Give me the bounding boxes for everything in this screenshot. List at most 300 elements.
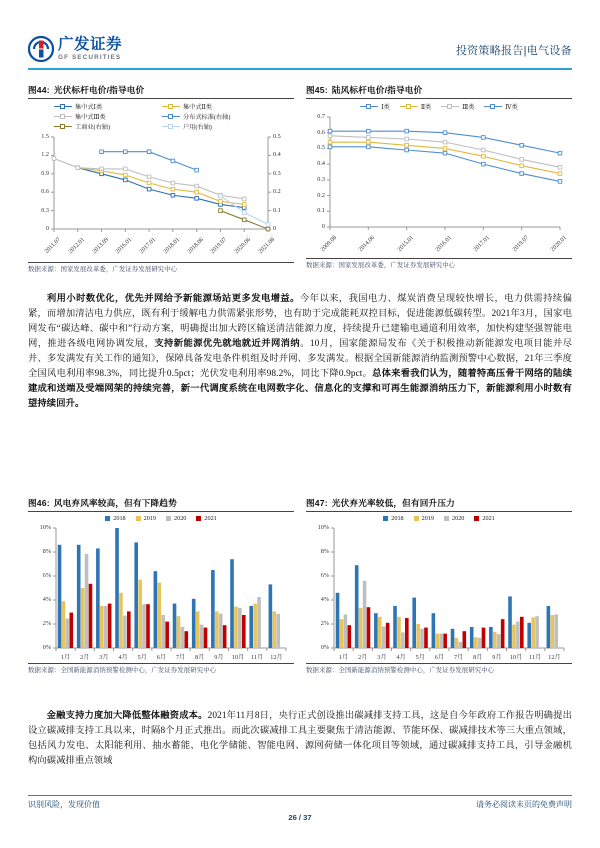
- y-axis-tick-label: 0.3: [317, 175, 325, 183]
- x-axis-tick-label: 6月: [156, 654, 167, 661]
- figure-46-title: [28, 497, 294, 511]
- legend-marker: [162, 106, 180, 108]
- chart-bar: [340, 619, 344, 648]
- figure-44-caption: 光伏标杆电价/指导电价: [53, 85, 145, 95]
- chart-marker: [367, 140, 371, 144]
- chart-bar: [443, 634, 447, 648]
- chart-legend: [28, 99, 294, 133]
- chart-bar: [355, 565, 359, 648]
- y-axis-tick-label: 1.5: [41, 133, 49, 140]
- legend-item: [441, 102, 474, 111]
- chart-marker: [558, 165, 562, 169]
- chart-bar: [420, 629, 424, 648]
- chart-marker: [443, 147, 447, 151]
- chart-bar: [547, 606, 551, 648]
- chart-marker: [171, 181, 175, 185]
- x-axis-tick-label: 2009.08: [319, 234, 339, 254]
- chart-marker: [195, 168, 199, 172]
- p2-lead: 金融支持力度加大降低整体融资成本。: [46, 711, 208, 721]
- y-axis-tick-label: 8%: [42, 548, 51, 555]
- legend-label: Ⅱ类: [420, 104, 432, 111]
- y-axis-tick-label: 0.5: [317, 144, 325, 152]
- chart-bar: [219, 614, 223, 648]
- figure-45-source: 数据来源：国家发展改革委，广发证券发展研究中心: [306, 262, 456, 269]
- chart-bar: [432, 613, 436, 648]
- x-axis-tick-label: 2017.01: [473, 234, 492, 254]
- page-number: 26 / 37: [288, 813, 312, 822]
- chart-line: [102, 152, 197, 170]
- x-axis-tick-label: 12月: [270, 654, 283, 661]
- chart-bar: [474, 637, 478, 648]
- chart-marker: [482, 154, 486, 158]
- y-axis-tick-label: 0.3: [41, 206, 49, 214]
- chart-bar: [165, 622, 169, 648]
- x-axis-tick-label: 2月: [358, 654, 368, 661]
- chart-bar: [455, 638, 459, 648]
- legend-marker: [414, 516, 419, 521]
- figure-44-chart-area: [28, 99, 294, 261]
- chart-marker: [367, 129, 371, 133]
- chart-bar: [554, 614, 558, 648]
- legend-label: 2019: [421, 515, 434, 522]
- chart-plot-svg: [306, 113, 572, 229]
- x-axis-tick-label: 2018.06: [186, 236, 205, 256]
- chart-marker: [195, 190, 199, 194]
- y-axis-tick-label: 4%: [320, 596, 329, 603]
- legend-label: 分布式标准(右轴): [183, 114, 231, 121]
- chart-solar-curtailment-rate: [306, 512, 572, 662]
- chart-bar: [367, 607, 371, 648]
- chart-bar: [230, 559, 234, 648]
- y-axis-tick-label: 10%: [39, 524, 51, 531]
- x-axis-tick-label: 2011.07: [44, 236, 63, 255]
- legend-marker: [444, 516, 449, 521]
- chart-marker: [443, 131, 447, 135]
- legend-marker: [166, 516, 171, 521]
- y-axis-tick-label: 2%: [320, 620, 329, 627]
- chart-bar: [62, 601, 66, 648]
- x-axis-tick-label: 9月: [492, 654, 502, 661]
- x-axis-tick-label: 1月: [60, 654, 71, 661]
- legend-label: 2021: [204, 515, 217, 522]
- chart-marker: [328, 134, 332, 138]
- chart-wind-benchmark-price: [306, 99, 572, 257]
- chart-bar: [416, 624, 420, 648]
- page-header: [28, 36, 572, 70]
- chart-bar: [185, 631, 189, 648]
- figure-46-caption: 风电弃风率较高，但有下降趋势: [53, 498, 177, 508]
- chart-marker: [124, 173, 128, 177]
- chart-plot: [306, 524, 572, 662]
- legend-marker: [360, 106, 378, 108]
- chart-marker: [242, 218, 246, 222]
- y-axis-tick-label: 0: [45, 225, 49, 232]
- chart-marker: [147, 150, 151, 154]
- legend-label: 集中式Ⅰ类: [75, 104, 103, 111]
- chart-marker: [124, 150, 128, 154]
- figure-47: [306, 497, 572, 675]
- chart-marker: [171, 187, 175, 191]
- chart-bar: [223, 625, 227, 648]
- chart-bar: [397, 617, 401, 648]
- chart-bar: [234, 607, 238, 648]
- y-axis-tick-label: 0.6: [41, 188, 49, 196]
- legend-item: [162, 122, 270, 131]
- x-axis-tick-label: 2020.06: [234, 236, 253, 256]
- legend-item: [54, 112, 162, 121]
- legend-marker: [383, 516, 388, 521]
- figure-47-number: 图47:: [306, 498, 328, 508]
- legend-item: [162, 112, 270, 121]
- legend-label: 户用(右轴): [183, 124, 212, 131]
- legend-label: 集中式Ⅲ类: [75, 114, 106, 121]
- chart-plot-svg: [306, 524, 572, 650]
- y-axis-tick-label: 0%: [42, 644, 51, 651]
- chart-marker: [76, 166, 80, 170]
- x-axis-tick-label: 2016.01: [434, 234, 454, 254]
- x-axis-tick-label: 2020.01: [549, 234, 569, 254]
- legend-marker: [441, 106, 459, 108]
- chart-bar: [382, 626, 386, 648]
- chart-marker: [171, 193, 175, 197]
- x-axis-tick-label: 2021.08: [257, 236, 277, 256]
- figure-46: [28, 497, 294, 675]
- legend-label: Ⅰ类: [381, 104, 390, 111]
- chart-bar: [535, 616, 539, 648]
- chart-bar: [435, 634, 439, 648]
- chart-bar: [489, 627, 493, 648]
- logo-text-en: GF SECURITIES: [58, 53, 122, 61]
- chart-bar: [242, 615, 246, 648]
- chart-bar: [501, 619, 505, 648]
- chart-plot-svg: [28, 133, 294, 231]
- legend-marker: [162, 126, 180, 128]
- chart-bar: [181, 627, 185, 648]
- legend-item: [400, 102, 431, 111]
- chart-bar: [77, 545, 81, 648]
- legend-item: [444, 515, 464, 522]
- figure-45-chart-area: [306, 99, 572, 257]
- chart-bar: [401, 632, 405, 648]
- figure-45-caption: 陆风标杆电价/指导电价: [331, 85, 423, 95]
- chart-marker: [171, 159, 175, 163]
- y2-axis-tick-label: 0: [273, 225, 277, 232]
- p2-rest: 2021年11月8日，央行正式创设推出碳减排支持工具，这是自今年政府工作报告明确提出设立碳减排支持工具以来，时隔8个月正式推出。而此次碳减排工具主要聚焦于清洁能源、节能环保、碳减排技术等三大重点领域，包括风力发电、太阳能利用、抽水蓄能、电化学储能、智能电网、源网荷储一体化项目等领域，通过碳减排支持工具，引导金融机构向碳减排重点领域: [28, 711, 572, 767]
- chart-bar: [138, 580, 142, 648]
- legend-item: [54, 102, 162, 111]
- chart-bar: [104, 606, 108, 648]
- chart-bar: [204, 628, 208, 648]
- legend-marker: [54, 126, 72, 128]
- y-axis-tick-label: 8%: [320, 548, 329, 555]
- figure-46-number: 图46:: [28, 498, 50, 508]
- p1-lead: 利用小时数优化，优先并网给予新能源场站更多发电增益。: [46, 294, 300, 304]
- chart-legend: [28, 512, 294, 524]
- y-axis-tick-label: 4%: [42, 596, 51, 603]
- chart-bar: [531, 617, 535, 648]
- y-axis-tick-label: 0.7: [317, 113, 325, 120]
- figure-46-source: 数据来源：全国新能源消纳预警检测中心，广发证券发展研究中心: [28, 667, 217, 674]
- chart-legend: [306, 512, 572, 524]
- y-axis-tick-label: 0.2: [317, 191, 325, 199]
- chart-bar: [405, 618, 409, 648]
- chart-bar: [493, 632, 497, 648]
- x-axis-tick-label: 5月: [415, 654, 425, 661]
- chart-bar: [238, 608, 242, 648]
- chart-bar: [378, 617, 382, 648]
- legend-item: [196, 515, 216, 522]
- chart-marker: [443, 140, 447, 144]
- chart-bar: [96, 548, 100, 648]
- chart-bar: [516, 622, 520, 648]
- chart-bar: [363, 581, 367, 648]
- chart-bar: [211, 570, 215, 648]
- chart-marker: [482, 136, 486, 140]
- chart-marker: [100, 150, 104, 154]
- chart-bar: [127, 611, 131, 648]
- legend-marker: [54, 116, 72, 118]
- p1-bold3: 总体来看我们认为，随着特高压骨干网络的陆续建成和送端及受端网架的持续完善，新一代调度系统在电网数字化、信息化的支撑和可再生能源消纳压力下，新能源利用小时数有望持续回升。: [28, 369, 572, 410]
- legend-marker: [105, 516, 110, 521]
- legend-label: 2019: [143, 515, 156, 522]
- chart-bar: [100, 606, 104, 648]
- chart-bar: [439, 634, 443, 648]
- y-axis-tick-label: 0: [321, 223, 325, 230]
- x-axis-tick-label: 3月: [377, 654, 387, 661]
- x-axis-tick-label: 11月: [529, 654, 542, 661]
- chart-marker: [520, 143, 524, 147]
- p1-bold2: 支持新能源优先就地就近并网消纳: [154, 339, 301, 350]
- chart-bar: [81, 588, 85, 648]
- chart-marker: [266, 227, 270, 231]
- chart-bar: [89, 584, 93, 648]
- chart-marker: [124, 167, 128, 171]
- legend-item: [105, 515, 125, 522]
- chart-bar: [550, 615, 554, 648]
- chart-pv-benchmark-price: [28, 99, 294, 261]
- chart-bar: [85, 554, 89, 648]
- x-axis-tick-label: 2013.09: [91, 236, 110, 256]
- p1-rest2: 。10月，国家能源局发布《关于积极推动新能源发电项目能并尽并、多发满发有关工作的通知》，保障具备发电条件机组及时并网、多发满发。根据全国新能源消纳监测预警中心数据，21年三季度全国风电利用率98.3%，同比提升0.5pct；光伏发电利用率98.2%，同比下降0.9pct。: [28, 339, 572, 380]
- chart-bar: [173, 604, 177, 648]
- chart-marker: [147, 175, 151, 179]
- chart-bar: [520, 617, 524, 648]
- chart-bar: [272, 611, 276, 648]
- chart-marker: [100, 167, 104, 171]
- chart-bar: [508, 596, 512, 648]
- chart-marker: [482, 162, 486, 166]
- chart-marker: [328, 129, 332, 133]
- y-axis-tick-label: 0.4: [317, 160, 325, 168]
- x-axis-tick-label: 2018.01: [162, 236, 181, 256]
- y-axis-tick-label: 6%: [42, 572, 51, 579]
- x-axis-tick-label: 2月: [80, 654, 90, 661]
- legend-label: 集中式Ⅱ类: [183, 104, 212, 111]
- legend-label: 2021: [482, 515, 495, 522]
- x-axis-tick-label: 9月: [214, 654, 224, 661]
- chart-marker: [266, 223, 270, 227]
- legend-marker: [196, 516, 201, 521]
- chart-bar: [470, 627, 474, 648]
- legend-marker: [484, 106, 502, 108]
- chart-bar: [359, 608, 363, 648]
- chart-bar: [478, 638, 482, 648]
- y2-axis-tick-label: 0.4: [273, 151, 281, 159]
- legend-label: 2020: [452, 515, 465, 522]
- chart-marker: [147, 187, 151, 191]
- y-axis-tick-label: 0%: [320, 644, 329, 651]
- figure-47-title: [306, 497, 572, 511]
- figure-47-chart-area: [306, 512, 572, 662]
- x-axis-tick-label: 2015.01: [396, 234, 415, 254]
- logo-text-cn: 广发证券: [58, 36, 123, 54]
- chart-bar: [257, 597, 261, 648]
- chart-marker: [405, 129, 409, 133]
- legend-item: [383, 515, 403, 522]
- chart-marker: [367, 136, 371, 140]
- legend-item: [166, 515, 186, 522]
- chart-bar: [154, 571, 158, 648]
- chart-plot: [306, 113, 572, 257]
- y-axis-tick-label: 1.2: [41, 151, 49, 159]
- chart-bar: [459, 642, 463, 648]
- chart-marker: [558, 172, 562, 176]
- chart-marker: [219, 200, 223, 204]
- chart-bar: [192, 599, 196, 648]
- chart-bar: [344, 614, 348, 648]
- x-axis-tick-label: 7月: [453, 654, 464, 661]
- legend-item: [162, 102, 270, 111]
- x-axis-tick-label: 2016.01: [115, 236, 134, 256]
- chart-bar: [424, 628, 428, 648]
- x-axis-tick-label: 2019.07: [511, 234, 530, 254]
- company-logo: [28, 36, 122, 62]
- chart-marker: [405, 137, 409, 141]
- paragraph-utilization-hours: [28, 292, 572, 412]
- p1-rest1: 今年以来，我国电力、煤炭消费呈现较快增长，电力供需持续偏紧，而增加清洁电力供应，既有利于缓解电力供需紧张形势，也有助于完成能耗双控目标，促进能源低碳转型。2021年3月，国家电网发布“碳达峰、碳中和”行动方案，明确提出加大跨区输送清洁能源力度，持续提升已建输电通道利用效率，加快构建坚强智能电网，推进各级电网协调发展，: [28, 294, 572, 350]
- chart-marker: [219, 209, 223, 213]
- x-axis-tick-label: 1月: [338, 654, 349, 661]
- y-axis-tick-label: 0.9: [41, 169, 49, 177]
- figure-44-source: 数据来源：国家发展改革委，广发证券发展研究中心: [28, 266, 178, 273]
- footer-divider: [28, 795, 572, 796]
- x-axis-tick-label: 2012.01: [67, 236, 86, 256]
- x-axis-tick-label: 6月: [434, 654, 445, 661]
- chart-marker: [328, 145, 332, 149]
- chart-bar: [412, 598, 416, 648]
- chart-marker: [443, 151, 447, 155]
- figure-45-number: 图45:: [306, 85, 328, 95]
- gf-securities-logo-icon: [28, 36, 54, 62]
- legend-label: Ⅲ类: [462, 104, 475, 111]
- chart-bar: [482, 628, 486, 648]
- chart-marker: [520, 172, 524, 176]
- chart-bar: [66, 619, 70, 648]
- chart-bar: [497, 634, 501, 648]
- y-axis-tick-label: 10%: [317, 524, 329, 531]
- figure-46-chart-area: [28, 512, 294, 662]
- chart-bar: [196, 611, 200, 648]
- x-axis-tick-label: 11月: [251, 654, 264, 661]
- x-axis-tick-label: 7月: [175, 654, 186, 661]
- y2-axis-tick-label: 0.2: [273, 188, 281, 196]
- chart-bar: [123, 616, 127, 648]
- chart-bar: [249, 606, 253, 648]
- chart-bar: [276, 614, 280, 648]
- legend-item: [136, 515, 156, 522]
- y-axis-tick-label: 2%: [42, 620, 51, 627]
- figure-45: [306, 84, 572, 270]
- chart-marker: [124, 178, 128, 182]
- chart-bar: [134, 542, 138, 648]
- chart-bar: [512, 625, 516, 648]
- chart-marker: [52, 157, 56, 161]
- footer-left-text: 识别风险，发现价值: [28, 800, 100, 809]
- chart-plot-svg: [28, 524, 294, 650]
- chart-bar: [177, 616, 181, 648]
- chart-bar: [269, 584, 273, 648]
- x-axis-tick-label: 5月: [137, 654, 147, 661]
- chart-bar: [336, 593, 340, 648]
- y2-axis-tick-label: 0.1: [273, 206, 281, 214]
- chart-bar: [157, 583, 161, 648]
- chart-marker: [405, 143, 409, 147]
- legend-item: [414, 515, 434, 522]
- y-axis-tick-label: 0.6: [317, 128, 325, 136]
- chart-bar: [393, 606, 397, 648]
- figure-47-caption: 光伏弃光率较低，但有回升压力: [331, 498, 455, 508]
- figure-44-number: 图44:: [28, 85, 50, 95]
- figure-47-source: 数据来源：全国新能源消纳预警检测中心，广发证券发展研究中心: [306, 667, 495, 674]
- x-axis-tick-label: 4月: [118, 654, 128, 661]
- chart-legend: [306, 99, 572, 113]
- chart-bar: [146, 604, 150, 648]
- x-axis-tick-label: 2019.07: [210, 236, 229, 256]
- y-axis-tick-label: 6%: [320, 572, 329, 579]
- chart-marker: [328, 140, 332, 144]
- x-axis-tick-label: 4月: [396, 654, 406, 661]
- chart-plot: [28, 133, 294, 261]
- chart-bar: [374, 613, 378, 648]
- legend-item: [484, 102, 517, 111]
- chart-marker: [367, 145, 371, 149]
- header-divider: [28, 68, 572, 70]
- chart-bar: [200, 625, 204, 648]
- legend-marker: [136, 516, 141, 521]
- legend-item: [54, 122, 162, 131]
- chart-bar: [115, 528, 119, 648]
- chart-wind-curtailment-rate: [28, 512, 294, 662]
- x-axis-tick-label: 8月: [473, 654, 483, 661]
- legend-label: 工商业(右轴): [75, 124, 111, 131]
- x-axis-tick-label: 2017.01: [138, 236, 158, 256]
- chart-bar: [142, 604, 146, 648]
- x-axis-tick-label: 10月: [509, 654, 523, 661]
- legend-item: [360, 102, 390, 111]
- chart-marker: [482, 148, 486, 152]
- chart-bar: [215, 611, 219, 648]
- chart-marker: [558, 151, 562, 155]
- chart-bar: [119, 593, 123, 648]
- legend-label: 2018: [113, 515, 126, 522]
- chart-bar: [70, 613, 74, 648]
- chart-marker: [242, 211, 246, 215]
- chart-marker: [242, 203, 246, 207]
- chart-marker: [242, 197, 246, 201]
- legend-marker: [474, 516, 479, 521]
- legend-label: Ⅳ类: [505, 104, 518, 111]
- chart-marker: [520, 164, 524, 168]
